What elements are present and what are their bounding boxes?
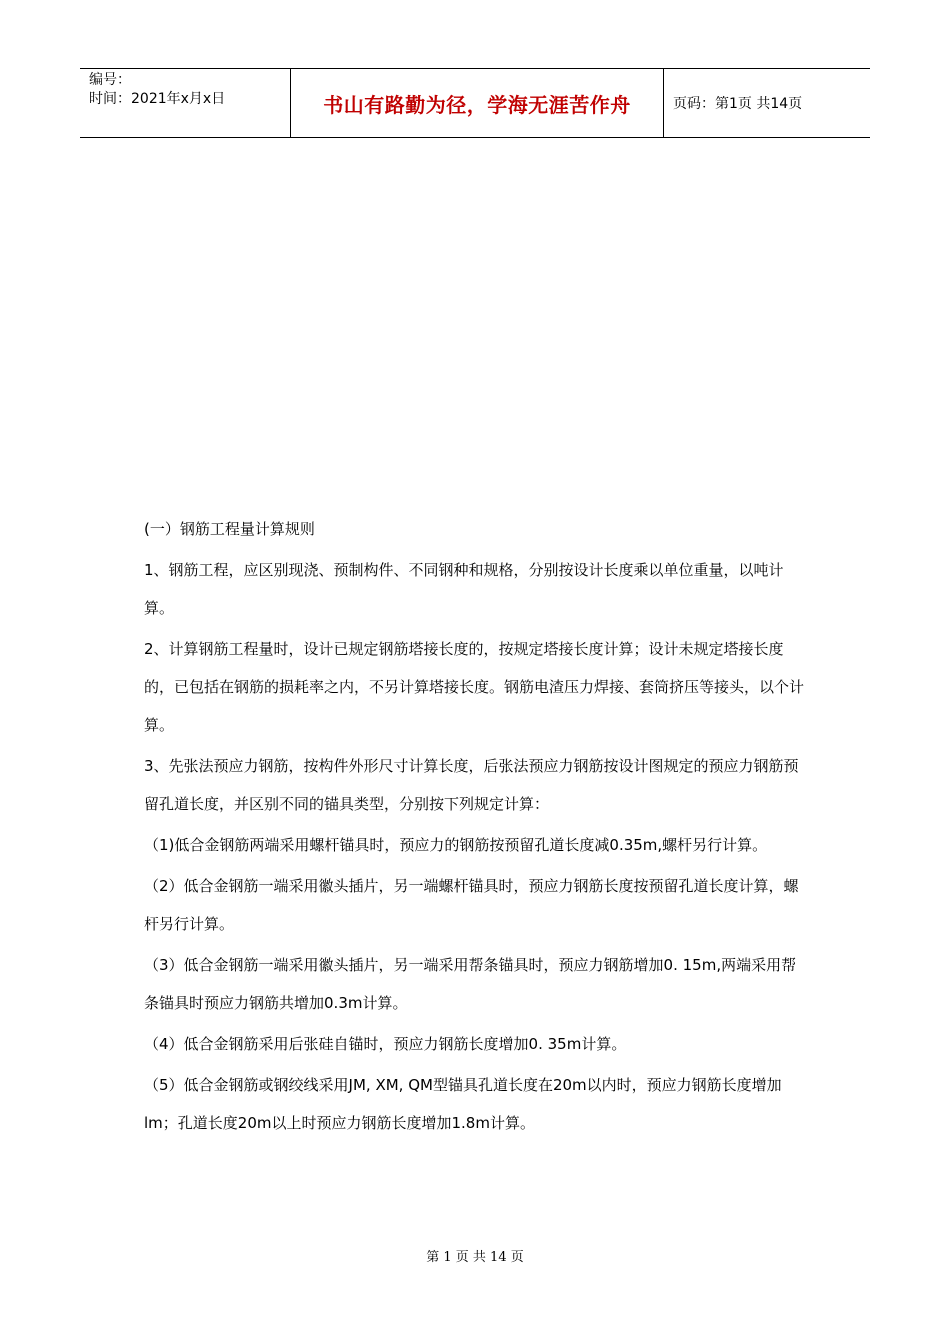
page-info: 页码：第1页 共14页 xyxy=(673,96,803,112)
number-label: 编号： xyxy=(89,72,131,88)
list-item-4: （4）低合金钢筋采用后张硅自锚时，预应力钢筋长度增加0. 35m计算。 xyxy=(144,1035,627,1053)
list-item-1: （1)低合金钢筋两端采用螺杆锚具时，预应力的钢筋按预留孔道长度减0.35m,螺杆另行计算。 xyxy=(144,836,768,854)
section-title: (一）钢筋工程量计算规则 xyxy=(144,520,315,538)
document-header xyxy=(80,68,870,138)
motto-title: 书山有路勤为径，学海无涯苦作舟 xyxy=(291,69,664,137)
list-item-3: （3）低合金钢筋一端采用徽头插片，另一端采用帮条锚具时，预应力钢筋增加0. 15m,两端采用帮条锚具时预应力钢筋共增加0.3m计算。 xyxy=(144,956,797,1012)
date-label: 时间：2021年x月x日 xyxy=(89,91,226,107)
paragraph-1: 1、钢筋工程，应区别现浇、预制构件、不同钢种和规格，分别按设计长度乘以单位重量，以吨计算。 xyxy=(144,561,784,617)
paragraph-2: 2、计算钢筋工程量时，设计已规定钢筋塔接长度的，按规定塔接长度计算；设计未规定塔接长度的，已包括在钢筋的损耗率之内，不另计算塔接长度。钢筋电渣压力焊接、套筒挤压等接头，以个计算。 xyxy=(144,640,805,734)
page-footer: 第 1 页 共 14 页 xyxy=(426,1250,524,1265)
document-body xyxy=(144,510,809,1142)
list-item-5: （5）低合金钢筋或钢绞线采用JM, XM, QM型锚具孔道长度在20m以内时，预应力钢筋长度增加lm；孔道长度20m以上时预应力钢筋长度增加1.8m计算。 xyxy=(144,1076,782,1132)
header-meta xyxy=(80,69,291,137)
paragraph-3: 3、先张法预应力钢筋，按构件外形尺寸计算长度，后张法预应力钢筋按设计图规定的预应力钢筋预留孔道长度，并区别不同的锚具类型，分别按下列规定计算： xyxy=(144,757,799,813)
list-item-2: （2）低合金钢筋一端采用徽头插片，另一端螺杆锚具时，预应力钢筋长度按预留孔道长度计算，螺杆另行计算。 xyxy=(144,877,799,933)
